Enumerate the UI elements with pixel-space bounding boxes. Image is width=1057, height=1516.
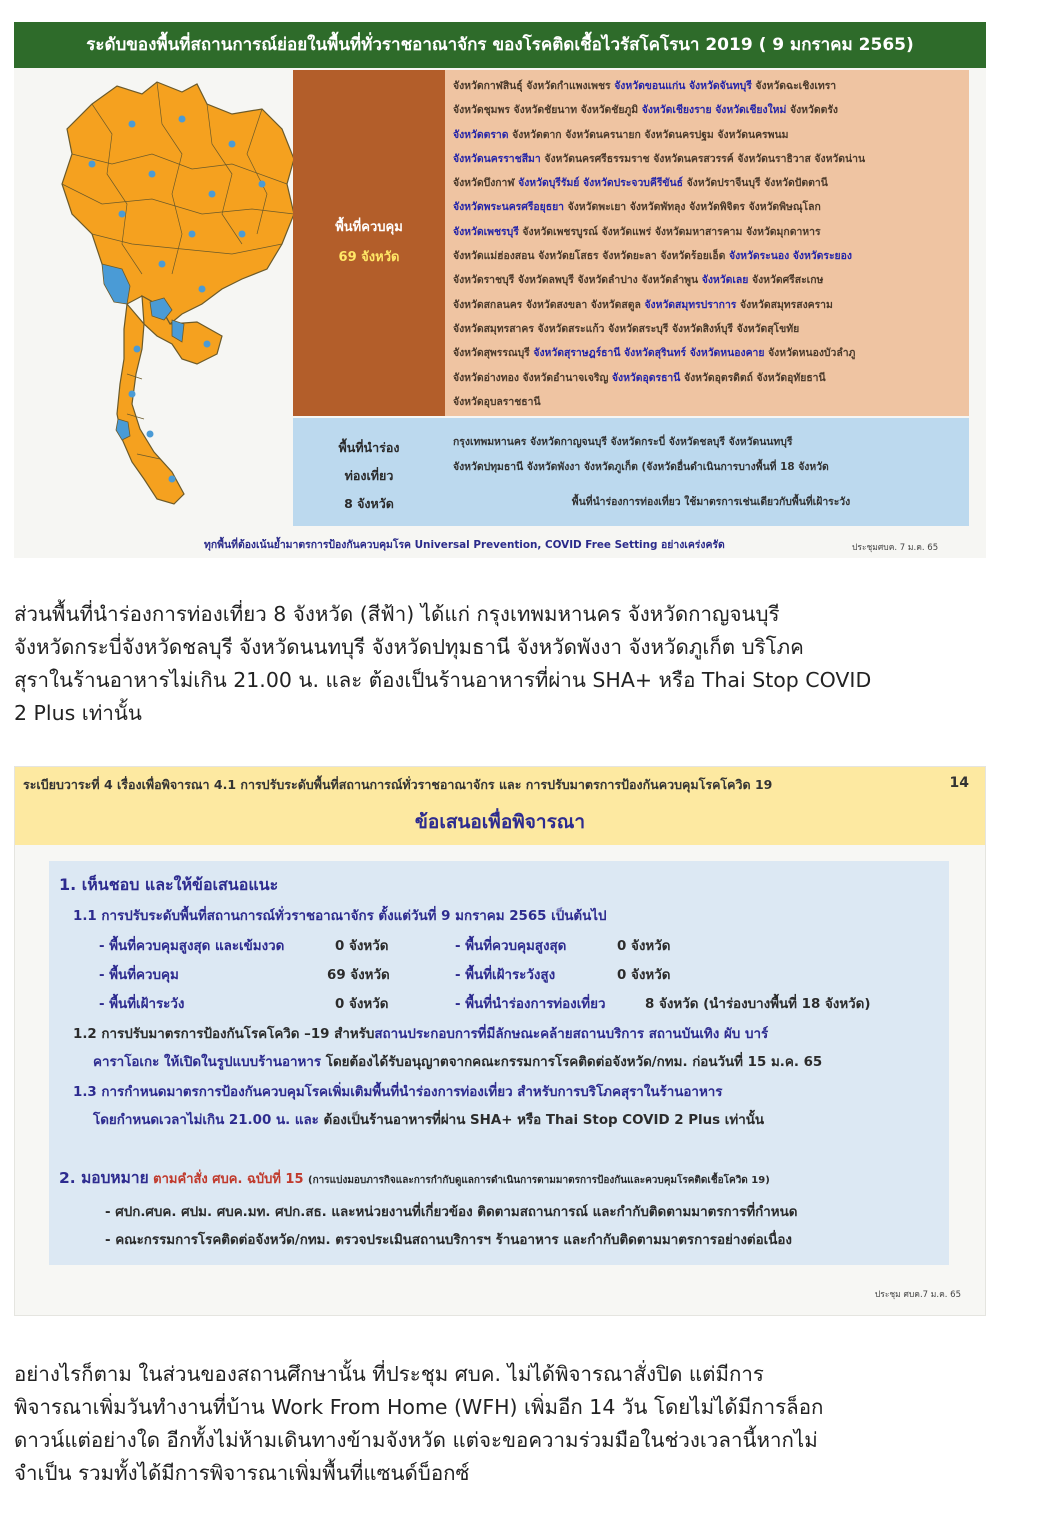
pilot-line: กรุงเทพมหานคร จังหวัดกาญจนบุรี จังหวัดกระบี่ จังหวัดชลบุรี จังหวัดนนทบุรี	[453, 436, 793, 448]
paragraph-line: จำเป็น รวมทั้งได้มีการพิจารณาเพิ่มพื้นที่แซนด์บ็อกซ์	[14, 1461, 470, 1485]
item-1-2-suffix: โดยต้องได้รับอนุญาตจากคณะกรรมการโรคติดต่อจังหวัด/กทม. ก่อนวันที่ 15 ม.ค. 65	[321, 1055, 823, 1070]
assignment-line: - คณะกรรมการโรคติดต่อจังหวัด/กทม. ตรวจประเมินสถานบริการฯ ร้านอาหาร และกำกับติดตามมาตรการอย่างต่อเนื่อง	[105, 1233, 792, 1248]
province-name: จังหวัดกาฬสินธุ์ จังหวัดกำแพงเพชร	[453, 80, 615, 92]
paragraph-line: 2 Plus เท่านั้น	[14, 701, 142, 725]
control-province-line	[453, 74, 969, 98]
province-name: จังหวัดสกลนคร จังหวัดสงขลา จังหวัดสตูล	[453, 298, 645, 311]
proposal-slide	[14, 766, 986, 1316]
control-province-line	[453, 147, 969, 171]
province-name-highlighted: จังหวัดสุราษฎร์ธานี จังหวัดสุรินทร์ จังหวัดหนองคาย	[533, 347, 765, 360]
item-1-3-line-1: 1.3 การกำหนดมาตรการป้องกันควบคุมโรคเพิ่มเติมพื้นที่นำร่องการท่องเที่ยว สำหรับการบริโภคสุราในร้านอาหาร	[73, 1085, 723, 1100]
province-name: จังหวัดปราจีนบุรี จังหวัดปัตตานี	[682, 177, 828, 190]
section-1-heading: 1. เห็นชอบ และให้ข้อเสนอแนะ	[59, 875, 279, 894]
pilot-zone-label-1: พื้นที่นำร่อง	[338, 440, 400, 455]
control-province-line	[453, 366, 969, 390]
zone-value: 8 จังหวัด (นำร่องบางพื้นที่ 18 จังหวัด)	[645, 997, 871, 1012]
province-name: จังหวัดพะเยา จังหวัดพัทลุง จังหวัดพิจิตร จังหวัดพิษณุโลก	[564, 201, 821, 214]
province-name: จังหวัดแม่ฮ่องสอน จังหวัดยโสธร จังหวัดยะลา จังหวัดร้อยเอ็ด	[453, 250, 729, 263]
province-name: จังหวัดตรัง	[786, 104, 838, 117]
province-name-highlighted: จังหวัดสมุทรปราการ	[644, 298, 737, 311]
control-province-line	[453, 98, 969, 122]
slide2-source: ประชุม ศบค.7 ม.ค. 65	[874, 1290, 961, 1300]
control-province-line	[453, 268, 969, 292]
pilot-note: พื้นที่นำร่องการท่องเที่ยว ใช้มาตรการเช่นเดียวกับพื้นที่เฝ้าระวัง	[571, 496, 851, 508]
province-name: จังหวัดบึงกาฬ	[453, 177, 519, 190]
province-name-highlighted: จังหวัดเพชรบุรี	[453, 225, 519, 238]
pilot-province-list	[445, 418, 969, 526]
item-1-1: 1.1 การปรับระดับพื้นที่สถานการณ์ทั่วราชอาณาจักร ตั้งแต่วันที่ 9 มกราคม 2565 เป็นต้นไป	[73, 909, 607, 924]
province-name-highlighted: จังหวัดขอนแก่น จังหวัดจันทบุรี	[614, 80, 752, 92]
page-number: 14	[949, 775, 969, 791]
item-1-3-line-2	[93, 1109, 764, 1130]
zone-label: - พื้นที่ควบคุมสูงสุด	[455, 939, 567, 954]
agenda-line: ระเบียบวาระที่ 4 เรื่องเพื่อพิจารณา 4.1 การปรับระดับพื้นที่สถานการณ์ทั่วราชอาณาจักร และ การปรับมาตรการป้องกันควบคุมโรคโควิด 19	[23, 777, 773, 792]
province-name: จังหวัดสมุทรสาคร จังหวัดสระแก้ว จังหวัดสระบุรี จังหวัดสิงห์บุรี จังหวัดสุโขทัย	[453, 322, 800, 335]
control-province-line	[453, 195, 969, 219]
zone-map-slide	[14, 22, 986, 558]
paragraph-line: จังหวัดกระบี่จังหวัดชลบุรี จังหวัดนนทบุรี จังหวัดปทุมธานี จังหวัดพังงา จังหวัดภูเก็ต บริโภค	[14, 635, 804, 659]
slide2-title: ข้อเสนอเพื่อพิจารณา	[414, 811, 586, 833]
province-name: จังหวัดศรีสะเกษ	[748, 274, 824, 287]
zone-table	[293, 70, 969, 545]
province-name-highlighted: จังหวัดบุรีรัมย์ จังหวัดประจวบคีรีขันธ์	[518, 177, 683, 190]
province-name-highlighted: จังหวัดพระนครศรีอยุธยา	[453, 201, 565, 214]
pilot-zone-count: 8 จังหวัด	[344, 496, 394, 511]
control-zone-label: พื้นที่ควบคุม	[335, 220, 403, 235]
province-name: จังหวัดนครศรีธรรมราช จังหวัดนครสวรรค์ จังหวัดนราธิวาส จังหวัดน่าน	[540, 152, 866, 165]
pilot-zone-label-2: ท่องเที่ยว	[344, 468, 394, 483]
zone-value: 0 จังหวัด	[617, 968, 671, 983]
province-name-highlighted: จังหวัดระนอง จังหวัดระยอง	[729, 250, 852, 263]
item-1-2-line-1	[73, 1023, 768, 1044]
zone-value: 0 จังหวัด	[335, 939, 389, 954]
control-province-line	[453, 220, 969, 244]
control-province-line	[453, 390, 969, 414]
slide2-header	[15, 767, 985, 845]
item-1-2-line-2	[93, 1051, 822, 1072]
section-2-heading	[59, 1165, 770, 1190]
control-province-line	[453, 244, 969, 268]
paragraph-line: อย่างไรก็ตาม ในส่วนของสถานศึกษานั้น ที่ประชุม ศบค. ไม่ได้พิจารณาสั่งปิด แต่มีการ	[14, 1362, 764, 1386]
zone-value: 69 จังหวัด	[327, 968, 390, 983]
section-2-order: ตามคำสั่ง ศบค. ฉบับที่ 15	[148, 1172, 309, 1187]
item-1-3-highlight: โดยกำหนดเวลาไม่เกิน 21.00 น. และ	[93, 1113, 319, 1128]
province-name-highlighted: จังหวัดอุดรธานี	[611, 371, 681, 384]
province-name-highlighted: จังหวัดเชียงราย จังหวัดเชียงใหม่	[641, 104, 787, 117]
control-zone-cell	[293, 70, 445, 416]
paragraph-line: ส่วนพื้นที่นำร่องการท่องเที่ยว 8 จังหวัด (สีฟ้า) ได้แก่ กรุงเทพมหานคร จังหวัดกาญจนบุรี	[14, 602, 780, 626]
proposal-box	[49, 861, 949, 1265]
thailand-zone-map	[32, 74, 302, 514]
pilot-zone-cell	[293, 418, 445, 526]
item-1-2-prefix: 1.2 การปรับมาตรการป้องกันโรคโควิด –19 สำหรับ	[73, 1027, 375, 1042]
zone-label: - พื้นที่ควบคุมสูงสุด และเข้มงวด	[99, 939, 285, 954]
province-name: จังหวัดสมุทรสงคราม	[736, 298, 833, 311]
zone-value: 0 จังหวัด	[335, 997, 389, 1012]
province-name: จังหวัดชุมพร จังหวัดชัยนาท จังหวัดชัยภูมิ	[453, 104, 642, 117]
zone-label: - พื้นที่ควบคุม	[99, 968, 179, 983]
map-pilot-region-phangnga	[116, 419, 130, 440]
section-2-small: (การแบ่งมอบภารกิจและการกำกับดูแลการดำเนินการตามมาตรการป้องกันและควบคุมโรคติดเชื้อโควิด 19)	[308, 1175, 770, 1186]
slide1-header: ระดับของพื้นที่สถานการณ์ย่อยในพื้นที่ทั่วราชอาณาจักร ของโรคติดเชื้อไวรัสโคโรนา 2019 ( 9 มกราคม 2565)	[14, 22, 986, 68]
control-province-line	[453, 123, 969, 147]
map-shapes	[62, 82, 294, 504]
slide1-footer: ทุกพื้นที่ต้องเน้นย้ำมาตรการป้องกันควบคุมโรค Universal Prevention, COVID Free Setting อย่างเคร่งครัด	[204, 539, 725, 551]
province-name: จังหวัดตาก จังหวัดนครนายก จังหวัดนครปฐม จังหวัดนครพนม	[508, 128, 789, 141]
province-name: จังหวัดอุบลราชธานี	[453, 395, 541, 408]
assignment-line: - ศปก.ศบค. ศปม. ศบค.มท. ศปก.สธ. และหน่วยงานที่เกี่ยวข้อง ติดตามสถานการณ์ และกำกับติดตามมาตรการที่กำหนด	[105, 1205, 798, 1220]
item-1-3-suffix: ต้องเป็นร้านอาหารที่ผ่าน SHA+ หรือ Thai Stop COVID 2 Plus เท่านั้น	[318, 1113, 765, 1128]
province-name: จังหวัดอ่างทอง จังหวัดอำนาจเจริญ	[453, 371, 612, 384]
slide1-source: ประชุมศบค. 7 ม.ค. 65	[852, 543, 939, 553]
zone-label: - พื้นที่เฝ้าระวัง	[99, 997, 185, 1012]
province-name-highlighted: จังหวัดเลย	[701, 274, 749, 287]
province-name-highlighted: จังหวัดนครราชสีมา	[453, 152, 541, 165]
control-province-line	[453, 293, 969, 317]
paragraph-pilot-areas	[14, 598, 1014, 730]
control-province-list	[445, 70, 969, 416]
province-name: จังหวัดสุพรรณบุรี	[453, 347, 534, 360]
item-1-2-highlight: สถานประกอบการที่มีลักษณะคล้ายสถานบริการ สถานบันเทิง ผับ บาร์	[374, 1027, 769, 1042]
province-name: จังหวัดอุตรดิตถ์ จังหวัดอุทัยธานี	[680, 371, 826, 384]
item-1-2-highlight-2: คาราโอเกะ ให้เปิดในรูปแบบร้านอาหาร	[93, 1055, 322, 1070]
control-province-line	[453, 317, 969, 341]
province-name-highlighted: จังหวัดตราด	[453, 128, 509, 141]
control-province-line	[453, 171, 969, 195]
control-province-line	[453, 341, 969, 365]
zone-value: 0 จังหวัด	[617, 939, 671, 954]
pilot-line: จังหวัดปทุมธานี จังหวัดพังงา จังหวัดภูเก็ต (จังหวัดอื่นดำเนินการบางพื้นที่ 18 จังหวัด	[453, 461, 829, 473]
zone-label: - พื้นที่นำร่องการท่องเที่ยว	[455, 997, 606, 1012]
section-2-title: 2. มอบหมาย	[59, 1169, 149, 1187]
province-name: จังหวัดหนองบัวลำภู	[764, 347, 856, 360]
paragraph-schools	[14, 1358, 1014, 1490]
paragraph-line: ดาวน์แต่อย่างใด อีกทั้งไม่ห้ามเดินทางข้ามจังหวัด แต่จะขอความร่วมมือในช่วงเวลานี้หากไม่	[14, 1428, 818, 1452]
control-zone-count: 69 จังหวัด	[338, 250, 400, 265]
province-name: จังหวัดราชบุรี จังหวัดลพบุรี จังหวัดลำปาง จังหวัดลำพูน	[453, 274, 702, 287]
province-name: จังหวัดฉะเชิงเทรา	[751, 80, 837, 92]
province-name: จังหวัดเพชรบูรณ์ จังหวัดแพร่ จังหวัดมหาสารคาม จังหวัดมุกดาหาร	[518, 225, 821, 238]
paragraph-line: พิจารณาเพิ่มวันทำงานที่บ้าน Work From Home (WFH) เพิ่มอีก 14 วัน โดยไม่ได้มีการล็อก	[14, 1395, 824, 1419]
paragraph-line: สุราในร้านอาหารไม่เกิน 21.00 น. และ ต้องเป็นร้านอาหารที่ผ่าน SHA+ หรือ Thai Stop COVID	[14, 668, 872, 692]
zone-label: - พื้นที่เฝ้าระวังสูง	[455, 968, 556, 983]
